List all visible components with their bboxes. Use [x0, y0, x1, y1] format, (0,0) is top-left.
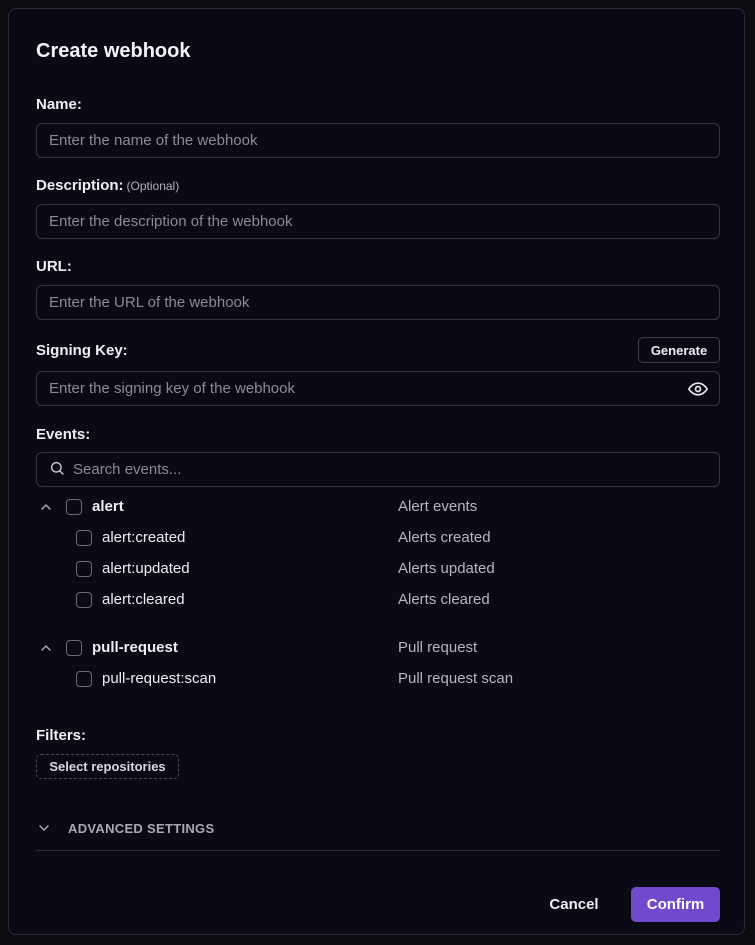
name-label: Name:	[36, 96, 82, 113]
event-checkbox[interactable]	[76, 671, 92, 687]
divider	[36, 850, 720, 851]
dialog-title: Create webhook	[36, 40, 191, 62]
select-repositories-button[interactable]: Select repositories	[36, 754, 179, 779]
chevron-up-icon[interactable]	[38, 499, 54, 515]
description-label-text: Description:	[36, 177, 124, 194]
event-description: Pull request scan	[398, 670, 514, 687]
signing-key-label: Signing Key:	[36, 342, 128, 359]
event-description: Alerts created	[398, 529, 491, 546]
event-name: alert:created	[102, 529, 186, 546]
event-checkbox[interactable]	[76, 530, 92, 546]
event-item-alert-updated	[9, 557, 744, 581]
url-label: URL:	[36, 258, 72, 275]
event-group-name: pull-request	[92, 639, 178, 656]
chevron-up-icon[interactable]	[38, 640, 54, 656]
event-name: alert:updated	[102, 560, 190, 577]
name-input[interactable]	[36, 123, 720, 158]
event-group-pull-request	[9, 636, 744, 660]
event-description: Alerts updated	[398, 560, 495, 577]
event-checkbox[interactable]	[76, 561, 92, 577]
event-group-description: Alert events	[398, 498, 478, 515]
chevron-down-icon	[36, 820, 52, 836]
event-item-pull-request-scan	[9, 667, 744, 691]
filters-label: Filters:	[36, 727, 87, 744]
event-name: pull-request:scan	[102, 670, 217, 687]
description-input[interactable]	[36, 204, 720, 239]
generate-button[interactable]: Generate	[638, 337, 720, 363]
event-item-alert-created	[9, 526, 744, 550]
advanced-settings-label: ADVANCED SETTINGS	[68, 820, 215, 836]
event-group-description: Pull request	[398, 639, 478, 656]
event-name: alert:cleared	[102, 591, 185, 608]
optional-hint: (Optional)	[126, 179, 180, 193]
create-webhook-dialog	[8, 8, 745, 935]
description-label	[36, 177, 179, 194]
signing-key-input[interactable]	[36, 371, 720, 406]
advanced-settings-toggle[interactable]	[36, 817, 214, 839]
event-item-alert-cleared	[9, 588, 744, 612]
search-icon	[49, 460, 65, 476]
event-group-alert	[9, 495, 744, 519]
cancel-button[interactable]: Cancel	[537, 887, 611, 922]
search-events-input[interactable]	[36, 452, 720, 487]
confirm-button[interactable]: Confirm	[631, 887, 720, 922]
event-group-checkbox[interactable]	[66, 499, 82, 515]
url-input[interactable]	[36, 285, 720, 320]
event-checkbox[interactable]	[76, 592, 92, 608]
event-group-name: alert	[92, 498, 124, 515]
event-description: Alerts cleared	[398, 591, 490, 608]
event-group-checkbox[interactable]	[66, 640, 82, 656]
eye-icon[interactable]	[687, 378, 709, 400]
events-label: Events:	[36, 426, 91, 443]
